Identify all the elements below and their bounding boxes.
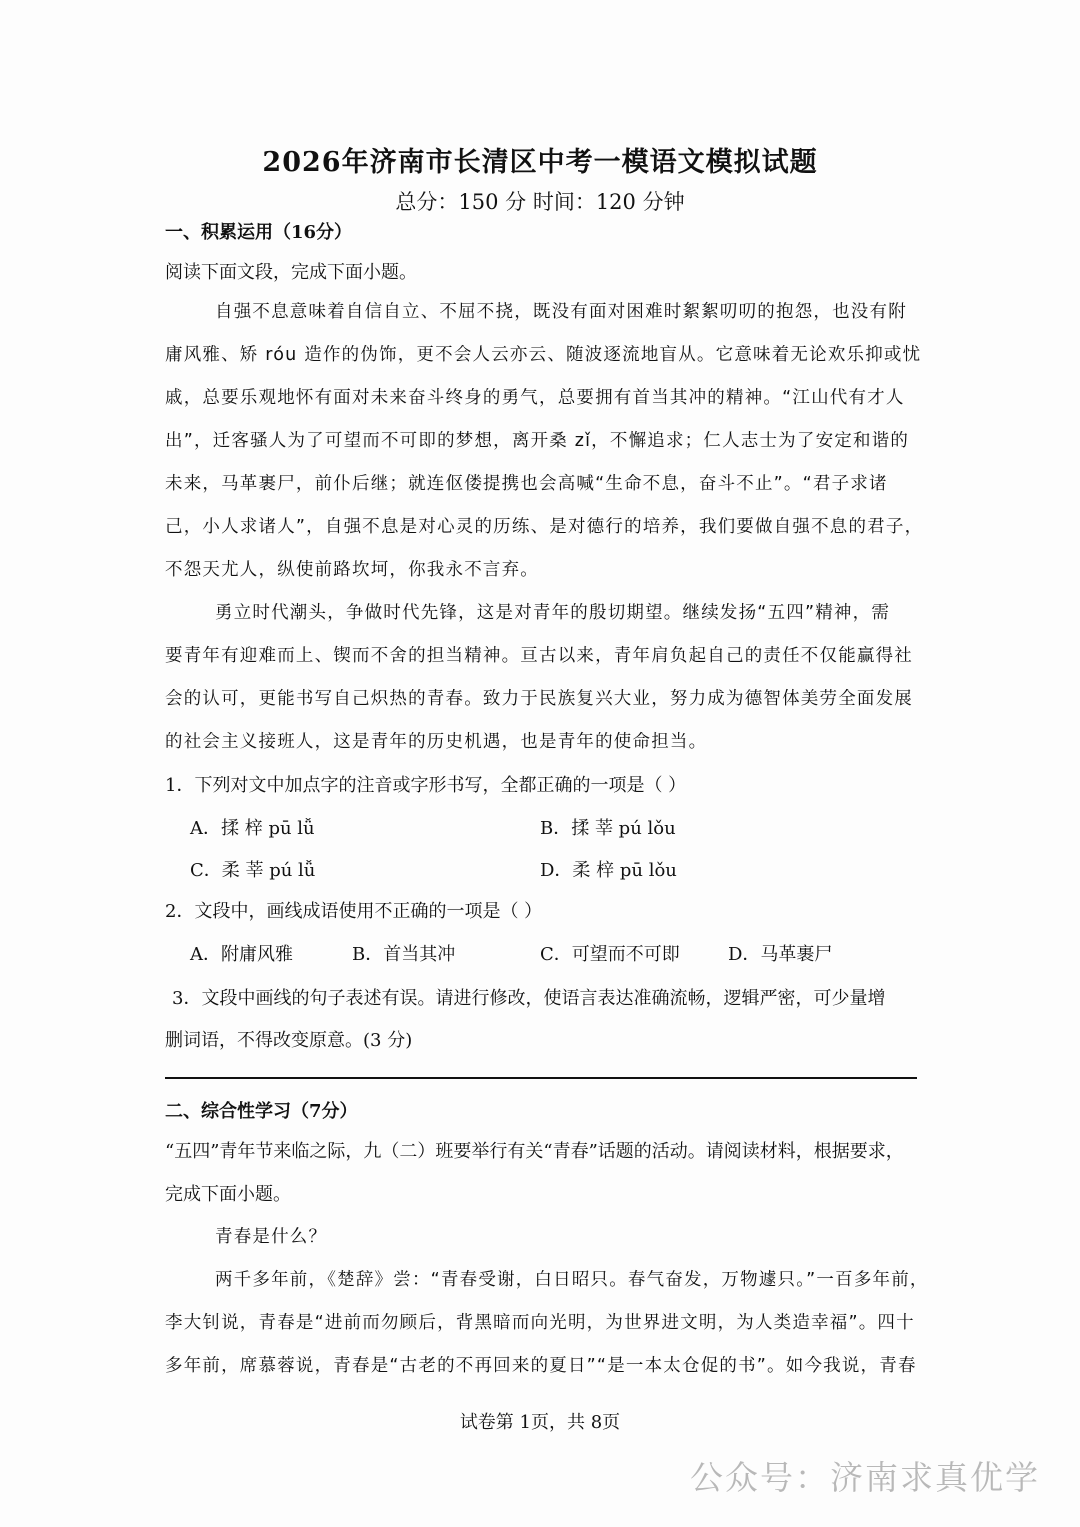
question-2-option-c: C．可望而不可即 <box>540 944 680 965</box>
material-line: 多年前，席慕蓉说，青春是“古老的不再回来的夏日”“是一本太仓促的书”。如今我说，青春 <box>165 1356 917 1376</box>
material-line: 两千多年前，《楚辞》尝：“青春受谢，白日昭只。春气奋发，万物遽只。”一百多年前， <box>215 1270 929 1290</box>
section2-heading: 二、综合性学习（7分） <box>165 1101 358 1122</box>
para2-line: 勇立时代潮头，争做时代先锋，这是对青年的殷切期望。继续发扬“五四”精神，需 <box>215 603 891 623</box>
para1-line: 出”，迁客骚人为了可望而不可即的梦想，离开桑 zǐ，不懈追求；仁人志士为了安定和谐的 <box>165 431 910 451</box>
section1-heading: 一、积累运用（16分） <box>165 222 353 243</box>
para2-line: 的社会主义接班人，这是青年的历史机遇，也是青年的使命担当。 <box>165 732 708 752</box>
material-subheading: 青春是什么？ <box>215 1227 328 1247</box>
para1-line: 未来，马革裹尸，前仆后继；就连伛偻提携也会高喊“生命不息，奋斗不止”。“君子求诸 <box>165 474 888 494</box>
page-number: 试卷第 1页，共 8页 <box>459 1412 621 1433</box>
para1-line: 庸风雅、矫 róu 造作的伪饰，更不会人云亦云、随波逐流地盲从。它意味着无论欢乐抑或忧 <box>165 345 922 365</box>
question-1-stem: 1．下列对文中加点字的注音或字形书写，全都正确的一项是（ ） <box>165 775 687 796</box>
para1-line: 自强不息意味着自信自立、不屈不挠，既没有面对困难时絮絮叨叨的抱怨，也没有附 <box>215 302 907 322</box>
watermark: 公众号：济南求真优学 <box>690 1458 1040 1497</box>
question-3-line: 3．文段中画线的句子表述有误。请进行修改，使语言表达准确流畅，逻辑严密，可少量增 <box>172 988 886 1009</box>
question-2-option-d: D．马革裹尸 <box>728 944 833 965</box>
para1-line: 戚，总要乐观地怀有面对未来奋斗终身的勇气，总要拥有首当其冲的精神。“江山代有才人 <box>165 388 905 408</box>
question-2-option-b: B．首当其冲 <box>352 944 456 965</box>
section-divider <box>165 1077 917 1079</box>
question-2-stem: 2．文段中，画线成语使用不正确的一项是（ ） <box>165 901 543 922</box>
para2-line: 会的认可，更能书写自己炽热的青春。致力于民族复兴大业，努力成为德智体美劳全面发展 <box>165 689 913 709</box>
question-1-option-b: B．揉 莘 pú lǒu <box>540 818 676 839</box>
question-1-option-a: A．揉 梓 pū lǚ <box>190 818 315 839</box>
section2-intro-line: 完成下面小题。 <box>165 1184 291 1205</box>
exam-info: 总分：150 分 时间：120 分钟 <box>395 190 685 214</box>
question-2-option-a: A．附庸风雅 <box>190 944 293 965</box>
para1-line: 己，小人求诸人”，自强不息是对心灵的历练、是对德行的培养，我们要做自强不息的君子， <box>165 517 924 537</box>
para1-line: 不怨天尤人，纵使前路坎坷，你我永不言弃。 <box>165 560 539 580</box>
para2-line: 要青年有迎难而上、锲而不舍的担当精神。亘古以来，青年肩负起自己的责任不仅能赢得社 <box>165 646 913 666</box>
question-1-option-d: D．柔 梓 pū lǒu <box>540 860 677 881</box>
question-1-option-c: C．柔 莘 pú lǚ <box>190 860 316 881</box>
page-title: 2026年济南市长清区中考一模语文模拟试题 <box>262 147 818 178</box>
section2-intro-line: “五四”青年节来临之际，九（二）班要举行有关“青春”话题的活动。请阅读材料，根据要求， <box>165 1141 904 1162</box>
section1-intro: 阅读下面文段，完成下面小题。 <box>165 262 417 283</box>
question-3-line: 删词语，不得改变原意。(3 分) <box>165 1030 413 1051</box>
material-line: 李大钊说，青春是“进前而勿顾后，背黑暗而向光明，为世界进文明，为人类造幸福”。四十 <box>165 1313 915 1333</box>
